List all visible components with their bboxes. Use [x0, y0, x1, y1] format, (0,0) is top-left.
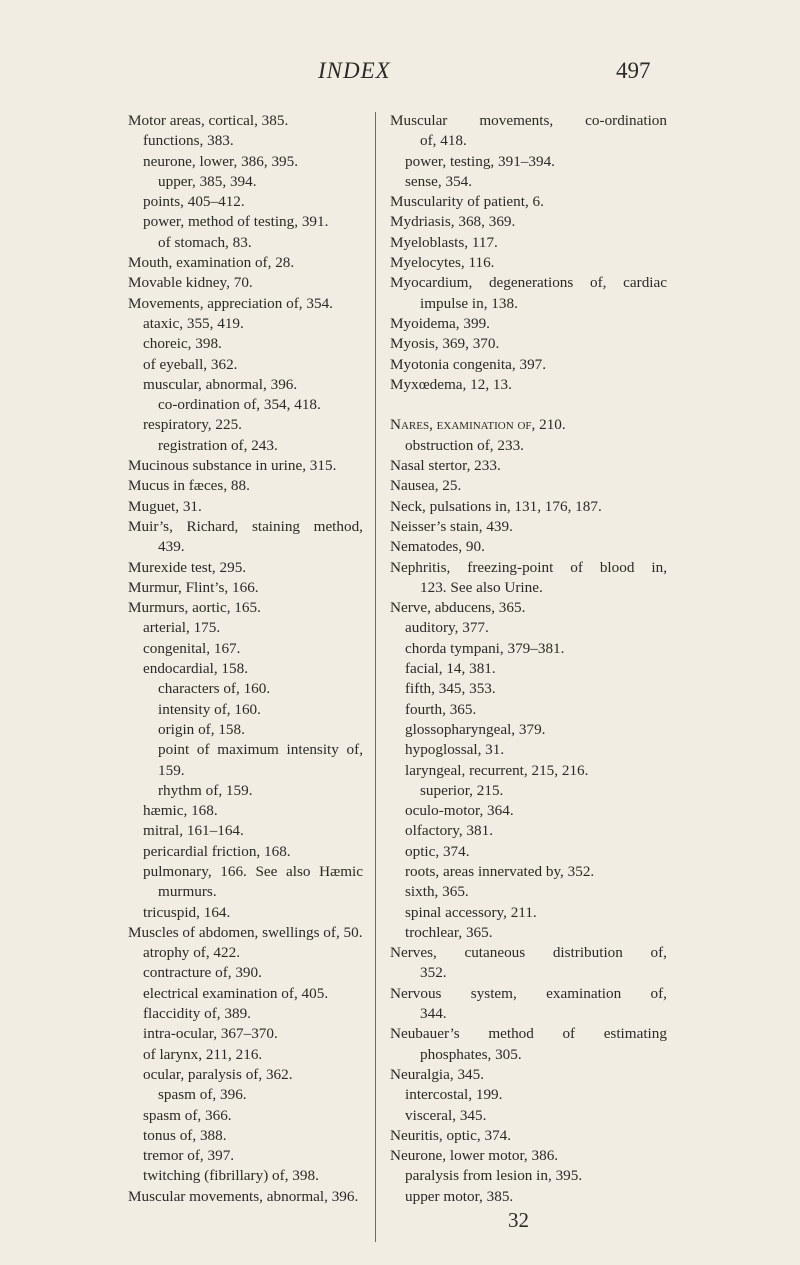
index-entry: registration of, 243. [158, 436, 278, 454]
index-column-left [128, 111, 363, 1207]
index-entry: 352. [420, 964, 447, 982]
index-entry: spinal accessory, 211. [405, 903, 537, 921]
index-entry: Murexide test, 295. [128, 558, 247, 576]
index-entry: Myotonia congenita, 397. [390, 355, 547, 373]
index-entry: of, 418. [420, 132, 467, 150]
index-spacer [390, 395, 667, 415]
index-entry: Mucus in fæces, 88. [128, 477, 250, 495]
index-entry: neurone, lower, 386, 395. [143, 152, 299, 170]
page-number: 497 [616, 58, 651, 83]
index-entry: murmurs. [158, 883, 217, 901]
index-entry: power, testing, 391–394. [405, 152, 555, 170]
index-entry: phosphates, 305. [420, 1045, 522, 1063]
index-entry: Muscular movements, co-ordination [390, 112, 667, 129]
index-entry: co-ordination of, 354, 418. [158, 396, 321, 414]
index-entry: of stomach, 83. [158, 233, 252, 251]
index-entry: fourth, 365. [405, 700, 477, 718]
index-entry: trochlear, 365. [405, 923, 493, 941]
index-entry: twitching (fibrillary) of, 398. [143, 1167, 319, 1185]
index-entry: visceral, 345. [405, 1106, 487, 1124]
index-entry: Nervous system, examination of, [390, 984, 667, 1002]
index-entry: Myelocytes, 116. [390, 254, 495, 272]
index-entry: obstruction of, 233. [405, 436, 524, 454]
index-entry: tremor of, 397. [143, 1147, 235, 1165]
index-entry: Neuritis, optic, 374. [390, 1126, 512, 1144]
index-entry: intensity of, 160. [158, 700, 261, 718]
index-entry: laryngeal, recurrent, 215, 216. [405, 761, 589, 779]
index-entry: Nematodes, 90. [390, 538, 485, 556]
index-entry: intra-ocular, 367–370. [143, 1025, 278, 1043]
index-entry: Myoidema, 399. [390, 314, 490, 332]
index-entry: sixth, 365. [405, 883, 469, 901]
index-entry: mitral, 161–164. [143, 822, 244, 840]
index-entry: Nasal stertor, 233. [390, 457, 501, 475]
index-entry: functions, 383. [143, 132, 234, 150]
index-entry: Mucinous substance in urine, 315. [128, 457, 337, 475]
index-entry: of larynx, 211, 216. [143, 1045, 263, 1063]
index-entry: facial, 14, 381. [405, 660, 496, 678]
index-entry: Neubauer’s method of estimating [390, 1025, 667, 1043]
index-entry: optic, 374. [405, 842, 470, 860]
index-entry: 439. [158, 538, 185, 556]
running-title: INDEX [318, 58, 391, 83]
index-entry: point of maximum intensity of, [158, 741, 363, 759]
index-entry: Neisser’s stain, 439. [390, 517, 513, 535]
index-entry: hypoglossal, 31. [405, 741, 505, 759]
index-entry: atrophy of, 422. [143, 944, 241, 962]
index-entry: electrical examination of, 405. [143, 984, 329, 1002]
index-entry: origin of, 158. [158, 720, 245, 738]
index-entry: 159. [158, 761, 185, 779]
index-entry: ataxic, 355, 419. [143, 314, 244, 332]
index-entry: characters of, 160. [158, 680, 271, 698]
index-entry: Myosis, 369, 370. [390, 335, 500, 353]
index-entry: upper, 385, 394. [158, 172, 257, 190]
index-entry: impulse in, 138. [420, 294, 518, 312]
index-entry: Nerves, cutaneous distribution of, [390, 944, 667, 962]
index-entry: paralysis from lesion in, 395. [405, 1167, 583, 1185]
index-entry: muscular, abnormal, 396. [143, 375, 298, 393]
signature-mark: 32 [508, 1208, 529, 1232]
index-entry: chorda tympani, 379–381. [405, 639, 565, 657]
index-entry: flaccidity of, 389. [143, 1005, 251, 1023]
index-entry: superior, 215. [420, 781, 504, 799]
page-header [0, 58, 800, 88]
index-entry: points, 405–412. [143, 193, 245, 211]
index-entry: endocardial, 158. [143, 660, 249, 678]
index-entry: spasm of, 366. [143, 1106, 232, 1124]
index-entry: Muguet, 31. [128, 497, 202, 515]
index-entry: sense, 354. [405, 172, 473, 190]
index-entry: tricuspid, 164. [143, 903, 231, 921]
index-entry: olfactory, 381. [405, 822, 494, 840]
index-entry: intercostal, 199. [405, 1086, 503, 1104]
index-entry: Murmurs, aortic, 165. [128, 599, 261, 617]
index-entry: Murmur, Flint’s, 166. [128, 578, 259, 596]
index-entry: congenital, 167. [143, 639, 241, 657]
index-entry: 123. See also Urine. [420, 578, 543, 596]
index-entry: Neurone, lower motor, 386. [390, 1147, 559, 1165]
index-entry: pulmonary, 166. See also Hæmic [143, 862, 363, 880]
index-entry: Nares, examination of, 210. [390, 416, 566, 434]
index-entry: spasm of, 396. [158, 1086, 247, 1104]
index-entry: Mydriasis, 368, 369. [390, 213, 516, 231]
index-entry: choreic, 398. [143, 335, 222, 353]
index-entry: Muir’s, Richard, staining method, [128, 517, 363, 535]
index-entry: Muscles of abdomen, swellings of, 50. [128, 923, 363, 941]
index-entry: Nausea, 25. [390, 477, 462, 495]
index-entry: Motor areas, cortical, 385. [128, 112, 289, 129]
column-divider [375, 112, 376, 1242]
index-entry: arterial, 175. [143, 619, 221, 637]
index-entry: Myxœdema, 12, 13. [390, 375, 512, 393]
index-entry: glossopharyngeal, 379. [405, 720, 546, 738]
index-entry: hæmic, 168. [143, 802, 218, 820]
index-entry: 344. [420, 1005, 447, 1023]
index-entry: Movable kidney, 70. [128, 274, 253, 292]
index-entry: ocular, paralysis of, 362. [143, 1065, 293, 1083]
index-entry: power, method of testing, 391. [143, 213, 329, 231]
index-entry: Muscularity of patient, 6. [390, 193, 544, 211]
index-entry: contracture of, 390. [143, 964, 262, 982]
index-entry: roots, areas innervated by, 352. [405, 862, 595, 880]
index-entry: tonus of, 388. [143, 1126, 227, 1144]
index-entry: Muscular movements, abnormal, 396. [128, 1187, 359, 1205]
index-entry: Myocardium, degenerations of, cardiac [390, 274, 667, 292]
index-entry: fifth, 345, 353. [405, 680, 496, 698]
index-entry: auditory, 377. [405, 619, 489, 637]
index-entry: respiratory, 225. [143, 416, 242, 434]
index-entry: rhythm of, 159. [158, 781, 253, 799]
index-entry: Mouth, examination of, 28. [128, 254, 295, 272]
index-column-right [390, 111, 667, 1207]
index-entry: of eyeball, 362. [143, 355, 238, 373]
index-entry: Neuralgia, 345. [390, 1065, 485, 1083]
index-entry: Nerve, abducens, 365. [390, 599, 526, 617]
index-entry: Myeloblasts, 117. [390, 233, 498, 251]
index-entry: upper motor, 385. [405, 1187, 514, 1205]
index-entry: Nephritis, freezing-point of blood in, [390, 558, 667, 576]
index-entry: oculo-motor, 364. [405, 802, 514, 820]
index-entry: Movements, appreciation of, 354. [128, 294, 333, 312]
index-entry: Neck, pulsations in, 131, 176, 187. [390, 497, 602, 515]
index-entry: pericardial friction, 168. [143, 842, 291, 860]
